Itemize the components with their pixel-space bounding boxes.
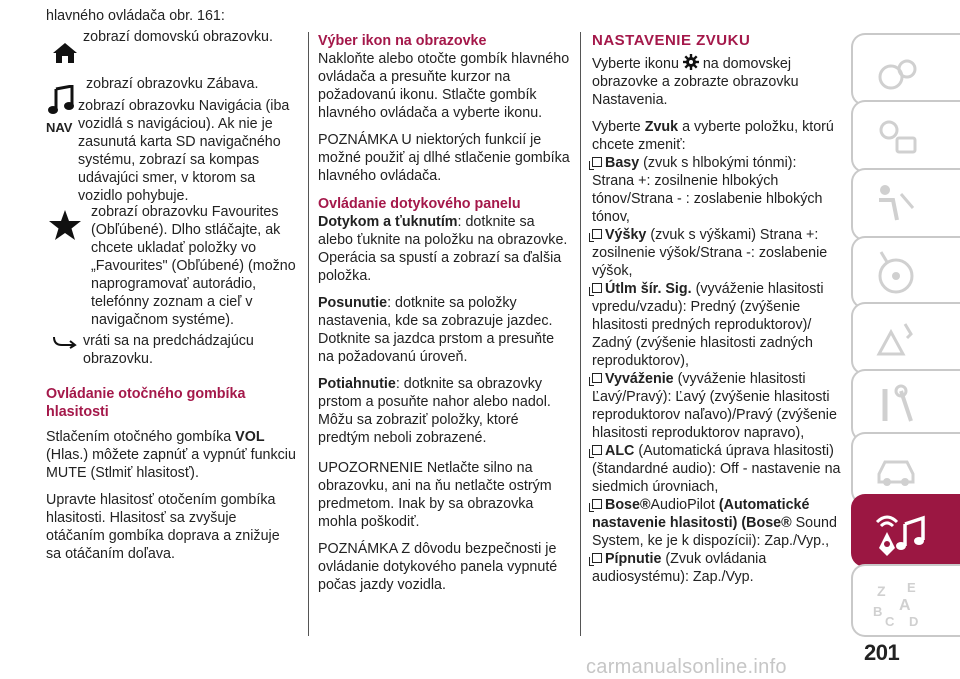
list-item-bose: Bose®AudioPilot (Automatické nastavenie hlasitosti) (Bose® Sound System, ke je k dispozícii): Zap./Vyp., [592, 497, 837, 549]
list-item-bass: Basy (zvuk s hlbokými tónmi): Strana +: zosilnenie hlbokých tónov/Strana - : zoslabenie hlbokých tónov, [592, 155, 823, 225]
fav-text: zobrazí obrazovku Favourites (Obľúbené). Dlho stláčajte, ak chcete ukladať položky vo „Favourites" (Obľúbené) (možno naprogramovať autorádio, telefónny zoznam a cieľ v navigačnom systéme). [91, 204, 296, 328]
gear-icon [683, 54, 699, 70]
tab-multimedia[interactable] [851, 494, 960, 567]
list-item-fade: Útlm šír. Sig. (vyváženie hlasitosti vpredu/vzadu): Predný (zvýšenie hlasitosti predných reproduktorov)/ Zadný (zvýšenie hlasitosti zadných reproduktorov), [592, 281, 824, 369]
seatbelt-icon [871, 180, 921, 230]
tap-paragraph: Dotykom a ťuknutím: dotknite sa alebo ťuknite na položku na obrazovke. Operácia sa spustí a zobrazí sa ďalšia položka. [318, 214, 568, 284]
tab-lights[interactable] [851, 100, 960, 173]
sound-settings-heading: NASTAVENIE ZVUKU [592, 32, 751, 49]
checkbox-icon [592, 445, 602, 455]
checkbox-icon [592, 157, 602, 167]
back-arrow-icon [52, 335, 78, 349]
checkbox-icon [592, 283, 602, 293]
icon-select-paragraph: Nakloňte alebo otočte gombík hlavného ovládača a presuňte kurzor na požadovanú ikonu. Stlačte gombík hlavného ovládača a vyberte ikonu. [318, 51, 570, 121]
multimedia-icon [871, 506, 935, 562]
settings-icon-paragraph: Vyberte ikonu na domovskej obrazovke a zobrazte obrazovku Nastavenia. [592, 56, 799, 108]
checkbox-icon [592, 229, 602, 239]
dashboard-icon [871, 45, 921, 95]
nav-text: zobrazí obrazovku Navigácia (iba vozidlá s navigáciou). Ak nie je zasunutá karta SD navigačného systému, zobrazí sa kompas udávajúci smer, v ktorom sa vozidlo pohybuje. [78, 98, 290, 204]
volume-paragraph-1: Stlačením otočného gombíka VOL (Hlas.) môžete zapnúť a vypnúť funkciu MUTE (Stlmiť hlasitosť). [46, 429, 296, 481]
list-item-alc: ALC (Automatická úprava hlasitosti) (štandardné audio): Off - nastavenie na siedmich úrovniach, [592, 443, 841, 495]
volume-paragraph-2: Upravte hlasitosť otočením gombíka hlasitosti. Hlasitosť sa zvyšuje otáčaním gombíka doprava a znižuje sa otáčaním doľava. [46, 492, 280, 562]
tab-driving[interactable] [851, 236, 960, 309]
checkbox-icon [592, 373, 602, 383]
long-press-note: POZNÁMKA U niektorých funkcií je možné použiť aj dlhé stlačenie gombíka hlavného ovládača. [318, 132, 570, 184]
column-2 [318, 32, 570, 594]
watermark: carmanualsonline.info [586, 656, 787, 678]
tab-safety[interactable] [851, 168, 960, 241]
safety-note: POZNÁMKA Z dôvodu bezpečnosti je ovládanie dotykového panela vypnuté počas jazdy vozidla. [318, 541, 558, 593]
column-divider-1 [308, 32, 309, 636]
column-divider-2 [580, 32, 581, 636]
touch-panel-heading: Ovládanie dotykového panelu [318, 196, 521, 212]
warning-paragraph: UPOZORNENIE Netlačte silno na obrazovku, ani na ňu netlačte ostrým predmetom. Inak by sa obrazovka mohla poškodiť. [318, 460, 552, 530]
music-row [46, 67, 298, 92]
svg-text:A: A [899, 597, 911, 614]
column-3 [592, 32, 842, 586]
column-1 [46, 7, 298, 563]
fav-row [46, 203, 298, 332]
nav-label: NAV [46, 120, 73, 135]
svg-text:Z: Z [877, 583, 886, 599]
intro-text: hlavného ovládača obr. 161: [46, 8, 225, 24]
svg-text:C: C [885, 614, 895, 629]
volume-heading: Ovládanie otočného gombíka hlasitosti [46, 386, 246, 420]
page-number: 201 [864, 640, 900, 665]
warning-triangle-icon [871, 314, 921, 364]
svg-text:B: B [873, 604, 883, 619]
back-text: vráti sa na predchádzajúcu obrazovku. [83, 333, 254, 367]
nav-row [46, 89, 298, 203]
home-row [46, 25, 298, 67]
steering-wheel-icon [871, 248, 921, 298]
home-text: zobrazí domovskú obrazovku. [83, 29, 273, 45]
lights-icon [871, 112, 921, 162]
car-specs-icon [871, 444, 921, 494]
tab-dashboard[interactable] [851, 33, 960, 106]
select-sound-paragraph: Vyberte Zvuk a vyberte položku, ktorú chcete zmeniť: [592, 119, 834, 153]
list-item-treble: Výšky (zvuk s výškami) Strana +: zosilnenie výšok/Strana -: zoslabenie výšok, [592, 227, 828, 279]
tab-emergency[interactable] [851, 302, 960, 375]
home-icon [52, 41, 78, 65]
checkbox-icon [592, 553, 602, 563]
list-item-beep: Pípnutie (Zvuk ovládania audiosystému): Zap./Vyp. [592, 551, 767, 585]
alphabet-index-icon [871, 576, 931, 632]
list-item-balance: Vyváženie (vyváženie hlasitosti Ľavý/Pravý): Ľavý (zvýšenie hlasitosti reproduktorov naľavo)/Pravý (zvýšenie hlasitosti reproduktorov napravo), [592, 371, 837, 441]
slide-paragraph: Posunutie: dotknite sa položky nastavenia, kde sa zobrazuje jazdec. Dotknite sa jazdca prstom a presuňte na požadovanú úroveň. [318, 295, 555, 365]
tab-index[interactable] [851, 564, 960, 637]
swipe-paragraph: Potiahnutie: dotknite sa obrazovky prstom a posuňte nahor alebo nadol. Môžu sa zobraziť položky, ktoré predtým neboli zobrazené. [318, 376, 551, 446]
wrench-icon [871, 381, 921, 431]
svg-text:D: D [909, 614, 919, 629]
music-note-icon [48, 85, 74, 115]
checkbox-icon [592, 499, 602, 509]
star-icon [48, 209, 82, 241]
icon-select-heading: Výber ikon na obrazovke [318, 33, 487, 49]
svg-text:E: E [907, 580, 916, 595]
back-row [46, 332, 298, 374]
music-text: zobrazí obrazovku Zábava. [86, 76, 259, 92]
